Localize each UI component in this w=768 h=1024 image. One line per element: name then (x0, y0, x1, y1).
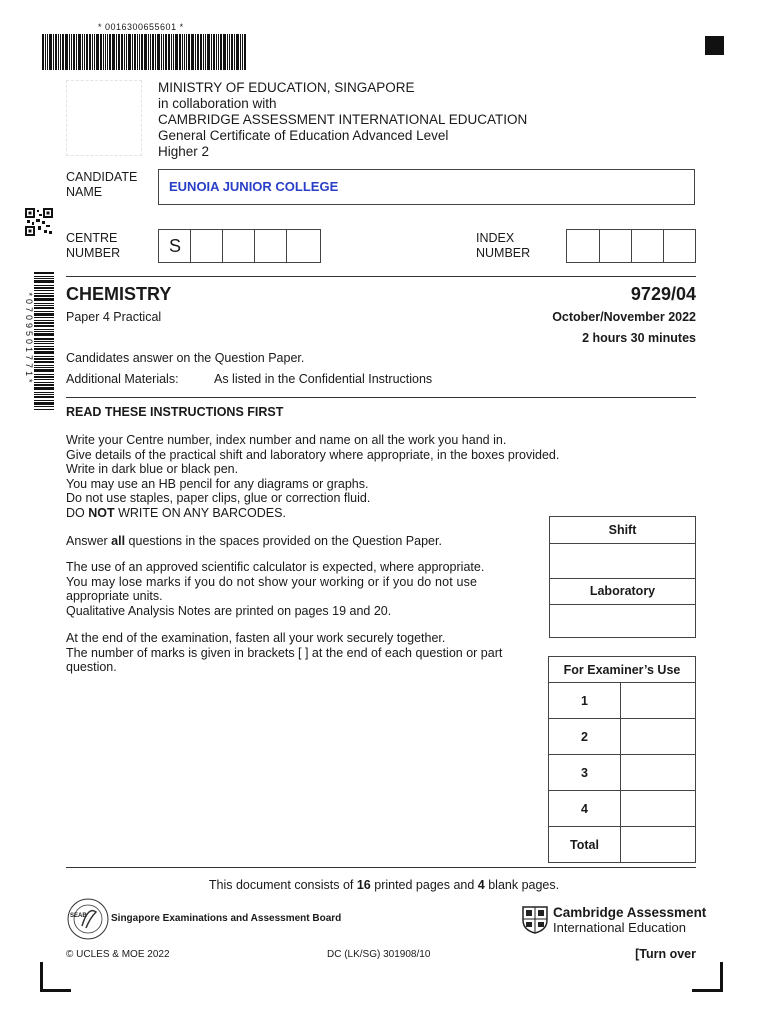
dc-code: DC (LK/SG) 301908/10 (327, 949, 431, 960)
examiner-row-label: 3 (549, 755, 621, 791)
instruction-line: Give details of the practical shift and laboratory where appropriate, in the boxes provided. (66, 447, 560, 462)
paper-name: Paper 4 Practical (66, 310, 162, 324)
centre-cell-5[interactable] (286, 229, 321, 263)
header-line-gce: General Certificate of Education Advanced Level (158, 128, 449, 143)
instruction-line: Do not use staples, paper clips, glue or correction fluid. (66, 491, 371, 505)
pages-pre: This document consists of (208, 878, 357, 892)
cambridge-line2: International Education (553, 920, 686, 935)
additional-materials-value: As listed in the Confidential Instructions (214, 372, 433, 386)
calc-line: appropriate units. (66, 589, 163, 603)
do-not-pre: DO (66, 505, 89, 520)
side-barcode (22, 272, 54, 412)
copyright: © UCLES & MOE 2022 (66, 949, 170, 960)
seab-name: Singapore Examinations and Assessment Board (111, 913, 342, 924)
shift-input[interactable] (550, 543, 695, 579)
laboratory-label: Laboratory (589, 584, 656, 598)
candidate-label-line1: CANDIDATE (66, 170, 138, 184)
do-not-bold: NOT (88, 505, 115, 520)
calc-line: Qualitative Analysis Notes are printed on pages 19 and 20. (66, 603, 392, 618)
header-line-ministry: MINISTRY OF EDUCATION, SINGAPORE (158, 80, 415, 95)
centre-label-line2: NUMBER (66, 245, 121, 260)
faint-logo-watermark (66, 80, 142, 156)
instructions-block-1 (66, 433, 606, 520)
instructions-heading: READ THESE INSTRUCTIONS FIRST (66, 405, 284, 419)
header-line-collab: in collaboration with (158, 96, 277, 111)
subject-title: CHEMISTRY (66, 284, 172, 304)
candidate-label-line2: NAME (66, 184, 103, 199)
cambridge-shield-icon (522, 906, 548, 934)
corner-marker-top-right (705, 36, 724, 55)
candidate-name-box[interactable] (158, 169, 695, 205)
blank-num: 4 (477, 878, 485, 892)
index-label (476, 231, 530, 260)
barcode-number: * 0016300655601 * (98, 22, 184, 32)
answer-all-line (66, 534, 536, 549)
examiner-row-mark[interactable] (621, 683, 696, 719)
examiner-row-label: 1 (549, 683, 621, 719)
examiner-row-mark[interactable] (621, 791, 696, 827)
answer-on-paper: Candidates answer on the Question Paper. (66, 351, 305, 365)
candidate-label (66, 170, 137, 199)
centre-cell-3[interactable] (222, 229, 255, 263)
pages-post: printed pages and (370, 878, 478, 892)
corner-mark-bottom-left-v (40, 962, 43, 992)
index-number-box[interactable] (566, 229, 696, 263)
instruction-barcode-line (66, 506, 606, 521)
instructions-answer (66, 534, 536, 549)
do-not-post: WRITE ON ANY BARCODES. (114, 505, 286, 520)
examiner-row-label: 4 (549, 791, 621, 827)
examiner-row-mark[interactable] (621, 755, 696, 791)
cambridge-line1: Cambridge Assessment (553, 905, 707, 920)
answer-bold: all (111, 534, 126, 548)
top-barcode (42, 34, 316, 70)
header-line-cambridge: CAMBRIDGE ASSESSMENT INTERNATIONAL EDUCATION (158, 112, 528, 127)
turn-over: [Turn over (635, 947, 696, 961)
side-barcode-number: *0709501771* (24, 292, 34, 386)
shift-lab-box (549, 516, 696, 638)
corner-mark-bottom-left-h (40, 989, 71, 992)
centre-cell-4[interactable] (254, 229, 287, 263)
laboratory-input[interactable] (550, 604, 695, 637)
examiner-row-mark[interactable] (621, 719, 696, 755)
index-cell-4[interactable] (663, 229, 696, 263)
index-label-line2: NUMBER (476, 245, 531, 260)
examiner-total-mark[interactable] (621, 827, 696, 863)
examiner-heading: For Examiner’s Use (549, 657, 696, 683)
exam-session: October/November 2022 (552, 310, 696, 324)
end-line: At the end of the examination, fasten all your work securely together. (66, 631, 446, 645)
instruction-line: You may use an HB pencil for any diagrams or graphs. (66, 476, 369, 491)
additional-materials-label: Additional Materials: (66, 372, 179, 386)
seab-logo-icon (66, 896, 110, 942)
exam-duration: 2 hours 30 minutes (582, 331, 696, 345)
end-line: The number of marks is given in brackets [ ] at the end of each question or part (66, 645, 503, 660)
answer-post: questions in the spaces provided on the Question Paper. (125, 534, 442, 548)
instructions-calc (66, 560, 536, 618)
subject-code: 9729/04 (630, 284, 696, 304)
end-line: question. (66, 660, 117, 674)
centre-label-line1: CENTRE (66, 231, 118, 245)
cambridge-wordmark (553, 905, 706, 935)
header-line-level: Higher 2 (158, 144, 210, 159)
answer-pre: Answer (66, 534, 112, 548)
page-count-line (0, 878, 768, 893)
index-label-line1: INDEX (476, 231, 515, 245)
examiner-row-label: 2 (549, 719, 621, 755)
instruction-line: Write your Centre number, index number and name on all the work you hand in. (66, 433, 507, 447)
qr-code (25, 208, 53, 236)
corner-mark-bottom-right-v (720, 962, 723, 992)
divider-footer-top (66, 867, 696, 868)
pages-num: 16 (356, 878, 371, 892)
index-cell-3[interactable] (631, 229, 664, 263)
centre-cell-1[interactable] (158, 229, 191, 263)
index-cell-1[interactable] (566, 229, 600, 263)
divider-subject-top (66, 276, 696, 277)
centre-cell-2[interactable] (190, 229, 223, 263)
seab-logo-text: SEAB (70, 913, 87, 919)
corner-mark-bottom-right-h (692, 989, 723, 992)
index-cell-2[interactable] (599, 229, 632, 263)
instructions-end (66, 631, 536, 675)
header-block (158, 80, 527, 160)
instruction-line: Write in dark blue or black pen. (66, 462, 239, 476)
centre-first-char: S (169, 236, 182, 256)
blank-post: blank pages. (484, 878, 560, 892)
divider-instructions-top (66, 397, 696, 398)
calc-line: You may lose marks if you do not show your working or if you do not use (66, 574, 478, 589)
examiner-total-label: Total (549, 827, 621, 863)
centre-number-box[interactable] (158, 229, 321, 263)
centre-label (66, 231, 120, 260)
shift-label: Shift (608, 523, 637, 537)
candidate-name-value: EUNOIA JUNIOR COLLEGE (169, 179, 339, 194)
examiner-use-table (548, 656, 696, 863)
calc-line: The use of an approved scientific calculator is expected, where appropriate. (66, 560, 485, 574)
